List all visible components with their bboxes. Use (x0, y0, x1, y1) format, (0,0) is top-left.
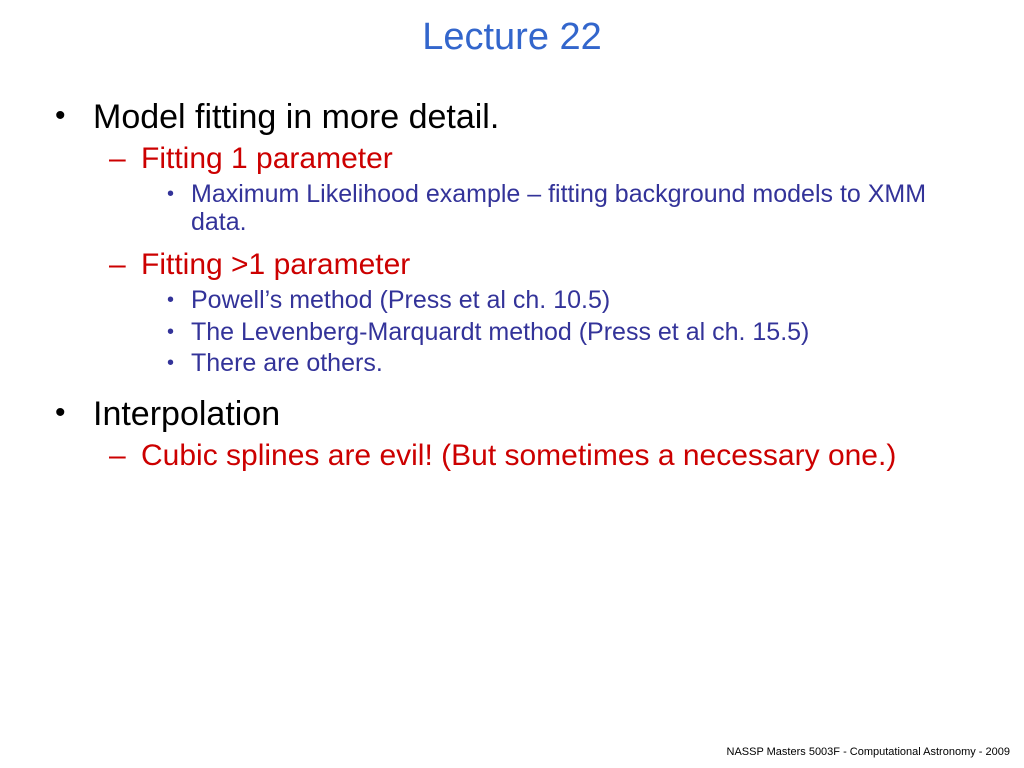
outline-item-fitting-1-parameter: Fitting 1 parameter (141, 142, 393, 176)
bullet-marker-level3: • (167, 182, 175, 205)
list-item (109, 142, 984, 176)
bullet-marker-level3: • (167, 288, 175, 311)
slide-footer: NASSP Masters 5003F - Computational Astronomy - 2009 (726, 746, 1010, 758)
bullet-marker-level2: – (109, 439, 126, 473)
bullet-marker-level1: • (55, 99, 66, 132)
list-item (109, 248, 984, 282)
outline-point-there-are-others: There are others. (191, 349, 383, 378)
list-item (167, 318, 984, 347)
spacer (55, 381, 984, 395)
outline-item-fitting-multi-parameter: Fitting >1 parameter (141, 248, 411, 282)
outline-point-powells-method: Powell’s method (Press et al ch. 10.5) (191, 285, 611, 314)
outline-item-cubic-splines: Cubic splines are evil! (But sometimes a necessary one.) (141, 439, 897, 473)
list-item (167, 349, 984, 378)
bullet-marker-level2: – (109, 248, 126, 282)
outline-point-maximum-likelihood: Maximum Likelihood example – fitting background models to XMM data. (191, 179, 927, 237)
list-item (109, 439, 984, 473)
list-item (55, 98, 984, 136)
outline-point-levenberg-marquardt: The Levenberg-Marquardt method (Press et al ch. 15.5) (191, 317, 810, 346)
bullet-marker-level3: • (167, 352, 175, 375)
list-item (55, 395, 984, 433)
spacer (55, 240, 984, 248)
list-item (167, 180, 984, 238)
slide-body (0, 98, 1024, 473)
bullet-marker-level1: • (55, 396, 66, 430)
bullet-marker-level2: – (109, 142, 126, 176)
bullet-marker-level3: • (167, 320, 175, 343)
list-item (167, 286, 984, 315)
outline-item-model-fitting: Model fitting in more detail. (93, 98, 500, 136)
outline-item-interpolation: Interpolation (93, 395, 281, 434)
page-title: Lecture 22 (422, 16, 602, 58)
